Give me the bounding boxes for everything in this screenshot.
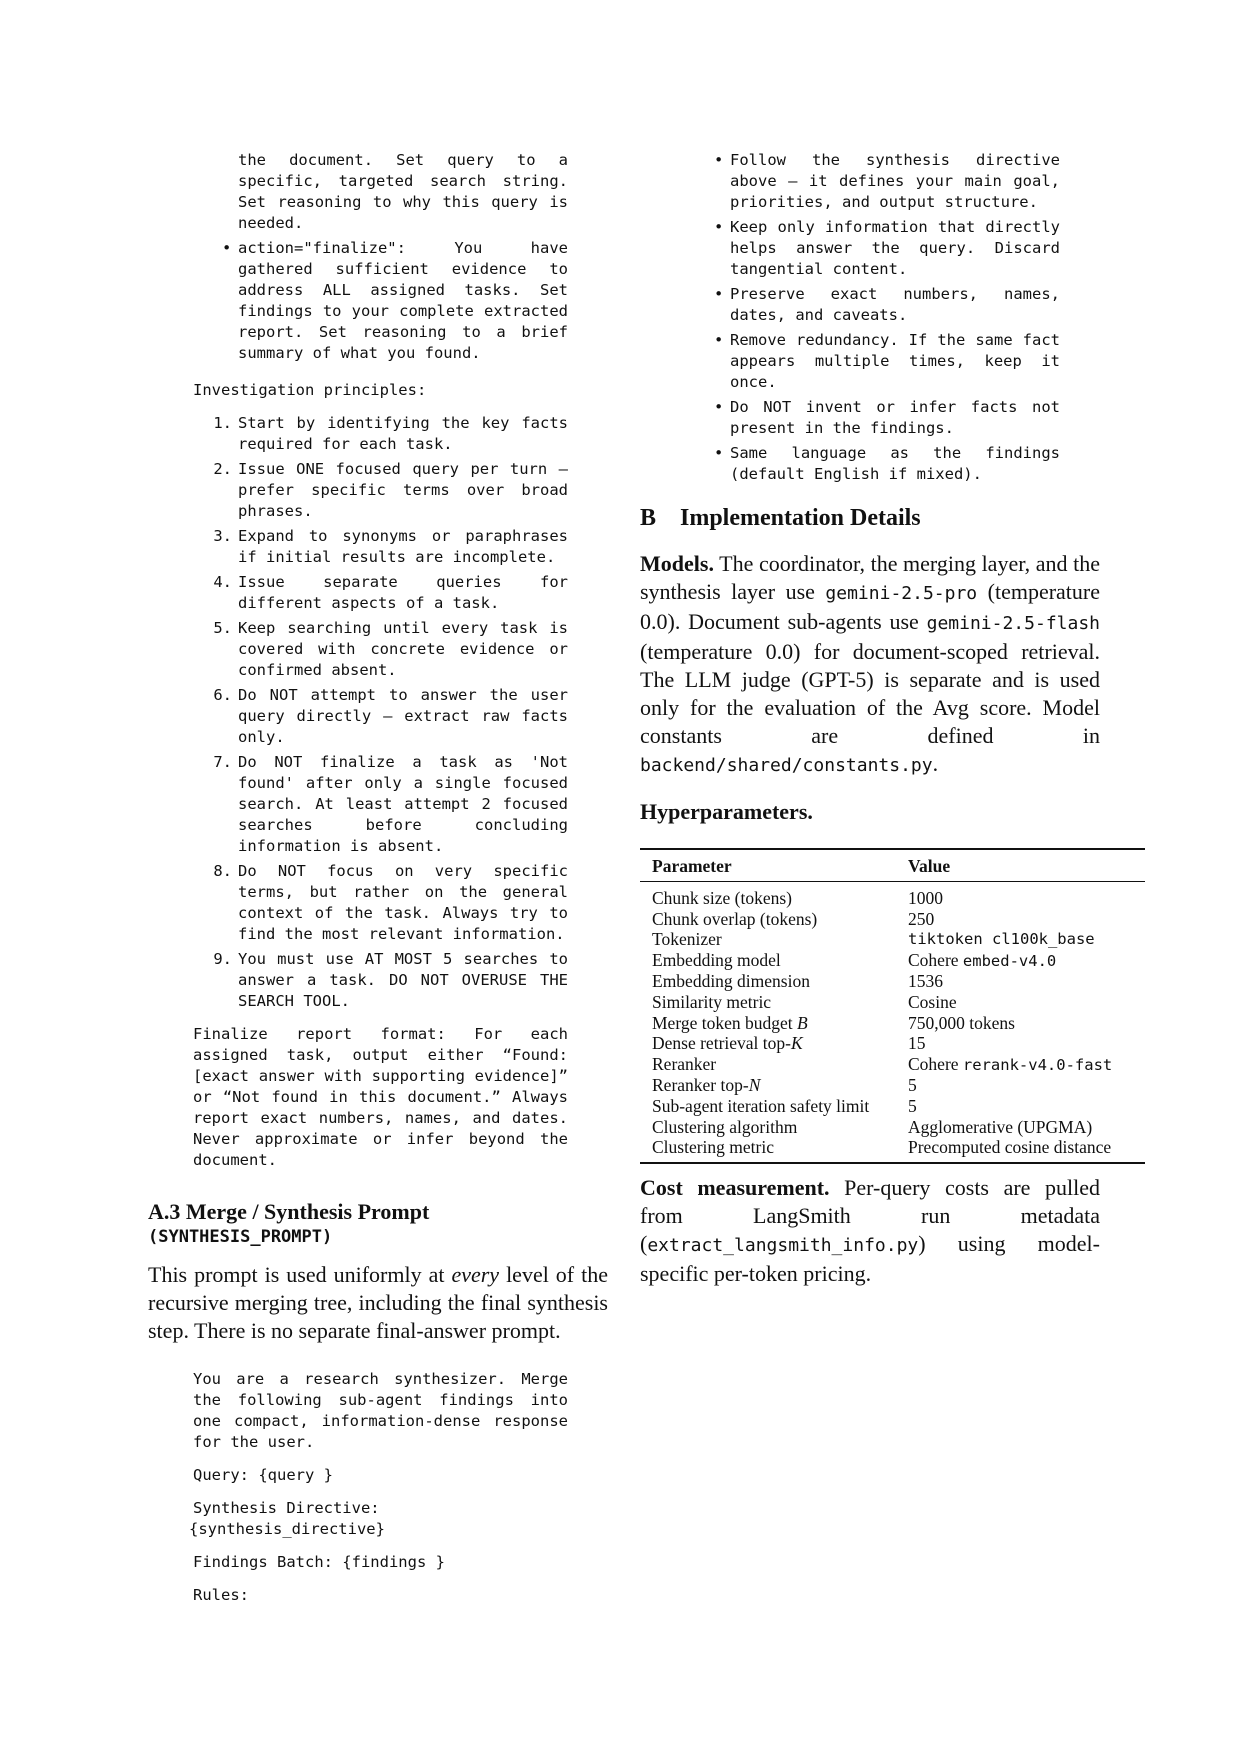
value-cell: Precomputed cosine distance [908,1137,1112,1158]
parameter-variable: N [748,1075,761,1096]
principle-number: 4. [213,573,232,591]
principle-item [213,949,568,1012]
value-cell: 15 [908,1033,926,1054]
body-text: ) using model-specific per-token pricing. [640,1230,1100,1286]
search-action-text: the document. Set query to a specific, targeted search string. Set reasoning to why this query is needed. [238,151,568,232]
prompt-directive [189,1498,568,1540]
value-text: Cohere [908,949,963,970]
parameter-text: Dense retrieval top- [652,1033,791,1054]
body-text: . [932,751,939,776]
principle-item [213,685,568,748]
table-row [640,1013,1145,1034]
body-emphasis: every [451,1262,500,1287]
parameter-cell: Chunk size (tokens) [652,888,792,908]
parameter-cell: Similarity metric [652,991,772,1012]
principle-item [213,618,568,681]
finalize-action-list [222,238,568,364]
list-item [222,238,568,364]
bullet-icon: • [714,218,724,236]
principle-text: Do NOT focus on very specific terms, but rather on the general context of the task. Always try to find the most relevant information. [238,862,568,943]
models-label: Models. [640,551,714,576]
rule-text: Preserve exact numbers, names, dates, and caveats. [730,285,1060,324]
body-text: (temperature 0.0) for document-scoped retrieval. The LLM judge (GPT-5) is separate and is used only for the evaluation of the Avg score. Model constants are defined in [640,639,1100,748]
section-a3-heading [148,1199,608,1247]
inline-code: backend/shared/constants.py [640,755,933,776]
parameter-cell [640,1033,896,1054]
rule-text: Same language as the findings (default English if mixed). [730,444,1060,483]
cost-label: Cost measurement. [640,1174,830,1200]
rule-text: Keep only information that directly helps answer the query. Discard tangential content. [730,218,1060,278]
table-row [640,1033,1145,1054]
value-cell: 1000 [908,888,943,908]
models-paragraph [640,550,1100,780]
inline-code: gemini-2.5-flash [926,613,1100,634]
rules-list [714,150,1060,485]
parameter-cell [640,1075,896,1096]
principle-number: 8. [213,862,232,880]
table-row [640,1096,1145,1117]
synthesis-prompt-block [189,1369,568,1606]
principle-item [213,413,568,455]
section-b-number: B [640,505,657,531]
table-row [640,971,1145,992]
table-row [640,1075,1145,1096]
value-cell: Agglomerative (UPGMA) [908,1116,1093,1137]
header-value: Value [908,856,951,876]
table-row [640,992,1145,1013]
principle-text: Issue separate queries for different aspects of a task. [238,573,568,612]
bullet-icon: • [714,331,724,349]
principle-item [213,459,568,522]
parameter-variable: B [797,1012,808,1033]
principles-heading: Investigation principles: [193,381,427,399]
rule-item [714,397,1060,439]
body-text: The coordinator, the merging layer, and the synthesis layer use [640,551,1100,604]
parameter-cell: Sub-agent iteration safety limit [652,1095,870,1116]
table-row [640,1137,1145,1162]
table-header-row [640,849,1145,882]
body-text: level of the recursive merging tree, including the final synthesis step. There is no separate final-answer prompt. [148,1262,608,1343]
body-text: Per-query costs are pulled from LangSmith run metadata ( [640,1174,1100,1256]
rule-text: Remove redundancy. If the same fact appears multiple times, keep it once. [730,331,1060,391]
principle-text: Issue ONE focused query per turn — prefer specific terms over broad phrases. [238,460,568,520]
bullet-icon: • [714,151,724,169]
principle-item [213,861,568,945]
prompt-directive-label: Synthesis Directive: [193,1499,380,1517]
value-cell: 1536 [908,971,943,992]
prompt-findings: Findings Batch: {findings } [193,1553,445,1571]
value-cell: Cosine [908,991,957,1012]
rule-item [714,217,1060,280]
parameter-cell [640,1013,896,1034]
rule-text: Do NOT invent or infer facts not present in the findings. [730,398,1060,437]
rule-item [714,330,1060,393]
hyperparameters-paragraph [640,798,1100,826]
body-text: (temperature 0.0). Document sub-agents use [640,579,1100,634]
action-search-continuation [238,150,568,234]
rule-text: Follow the synthesis directive above — it defines your main goal, priorities, and output structure. [730,151,1060,211]
value-cell [896,950,1145,972]
principle-item [213,526,568,568]
prompt-intro: You are a research synthesizer. Merge the following sub-agent findings into one compact, information-dense response for the user. [193,1370,568,1451]
finalize-action-text: action="finalize": You have gathered sufficient evidence to address ALL assigned tasks. Set findings to your complete extracted report. Set reasoning to a brief summary of what you found. [238,239,568,362]
parameter-cell: Embedding model [652,949,781,970]
principle-text: Expand to synonyms or paraphrases if initial results are incomplete. [238,527,568,566]
table-row [640,1117,1145,1138]
table-row [640,950,1145,972]
finalize-format-paragraph: Finalize report format: For each assigned task, output either “Found: [exact answer with supporting evidence]” or “Not found in this document.” Always report exact numbers, names, and dates. Never approximate or infer beyond the document. [193,1025,568,1169]
value-cell [896,1054,1145,1076]
rule-item [714,150,1060,213]
principle-item [213,572,568,614]
principle-number: 2. [213,460,232,478]
parameter-cell: Chunk overlap (tokens) [652,908,818,929]
value-cell: 250 [908,908,935,929]
principle-text: Start by identifying the key facts required for each task. [238,414,568,453]
value-cell: 5 [908,1075,917,1096]
body-text: This prompt is used uniformly at [148,1262,452,1287]
principle-number: 6. [213,686,232,704]
prompt-query: Query: {query } [193,1466,333,1484]
parameter-variable: K [790,1033,803,1054]
value-text: Cohere [908,1053,963,1074]
principle-number: 3. [213,527,232,545]
inline-code: gemini-2.5-pro [825,583,978,604]
bullet-icon: • [714,285,724,303]
header-parameter: Parameter [652,856,732,876]
hyperparameters-table [640,848,1145,1162]
section-b-title: Implementation Details [680,505,921,531]
principle-number: 9. [213,950,232,968]
bullet-icon: • [222,239,232,257]
inline-code: extract_langsmith_info.py [647,1234,919,1256]
right-column [640,150,1113,1288]
table-row [640,1054,1145,1076]
principle-text: Do NOT attempt to answer the user query directly — extract raw facts only. [238,686,568,746]
parameter-cell: Clustering metric [652,1137,774,1158]
parameter-text: Reranker top- [652,1075,749,1096]
value-cell: 750,000 tokens [908,1012,1015,1033]
principle-text: Do NOT finalize a task as 'Not found' after only a single focused search. At least attempt 2 focused searches before concluding information is absent. [238,753,568,855]
rule-item [714,443,1060,485]
principle-text: Keep searching until every task is covered with concrete evidence or confirmed absent. [238,619,568,679]
value-cell: 5 [908,1095,917,1116]
principle-number: 7. [213,753,232,771]
bullet-icon: • [714,444,724,462]
table-row [640,882,1145,909]
left-column [148,150,608,1618]
section-a3-code: (SYNTHESIS_PROMPT) [148,1227,333,1247]
rule-item [714,284,1060,326]
bullet-icon: • [714,398,724,416]
principle-number: 5. [213,619,232,637]
cost-paragraph [640,1174,1100,1288]
value-code: embed-v4.0 [962,951,1057,970]
section-a3-body [148,1261,608,1345]
principles-list [213,413,568,1012]
parameter-cell: Tokenizer [652,929,722,950]
prompt-rules: Rules: [193,1586,249,1604]
value-cell: tiktoken cl100k_base [908,930,1095,949]
table-body [640,882,1145,1162]
value-code: rerank-v4.0-fast [962,1055,1113,1074]
principle-number: 1. [213,414,232,432]
parameter-cell: Reranker [652,1053,717,1074]
section-b-heading [640,505,1100,532]
hyperparameters-label: Hyperparameters. [640,799,813,824]
section-a3-title: A.3 Merge / Synthesis Prompt [148,1199,430,1224]
prompt-directive-value: {synthesis_directive} [189,1520,385,1538]
table-row [640,929,1145,950]
parameter-cell: Clustering algorithm [652,1116,798,1137]
parameter-cell: Embedding dimension [652,971,810,992]
hyperparameters-table-wrap [640,848,1145,1164]
principle-text: You must use AT MOST 5 searches to answer a task. DO NOT OVERUSE THE SEARCH TOOL. [238,950,568,1010]
parameter-text: Merge token budget [652,1012,797,1033]
principle-item [213,752,568,857]
table-row [640,909,1145,930]
